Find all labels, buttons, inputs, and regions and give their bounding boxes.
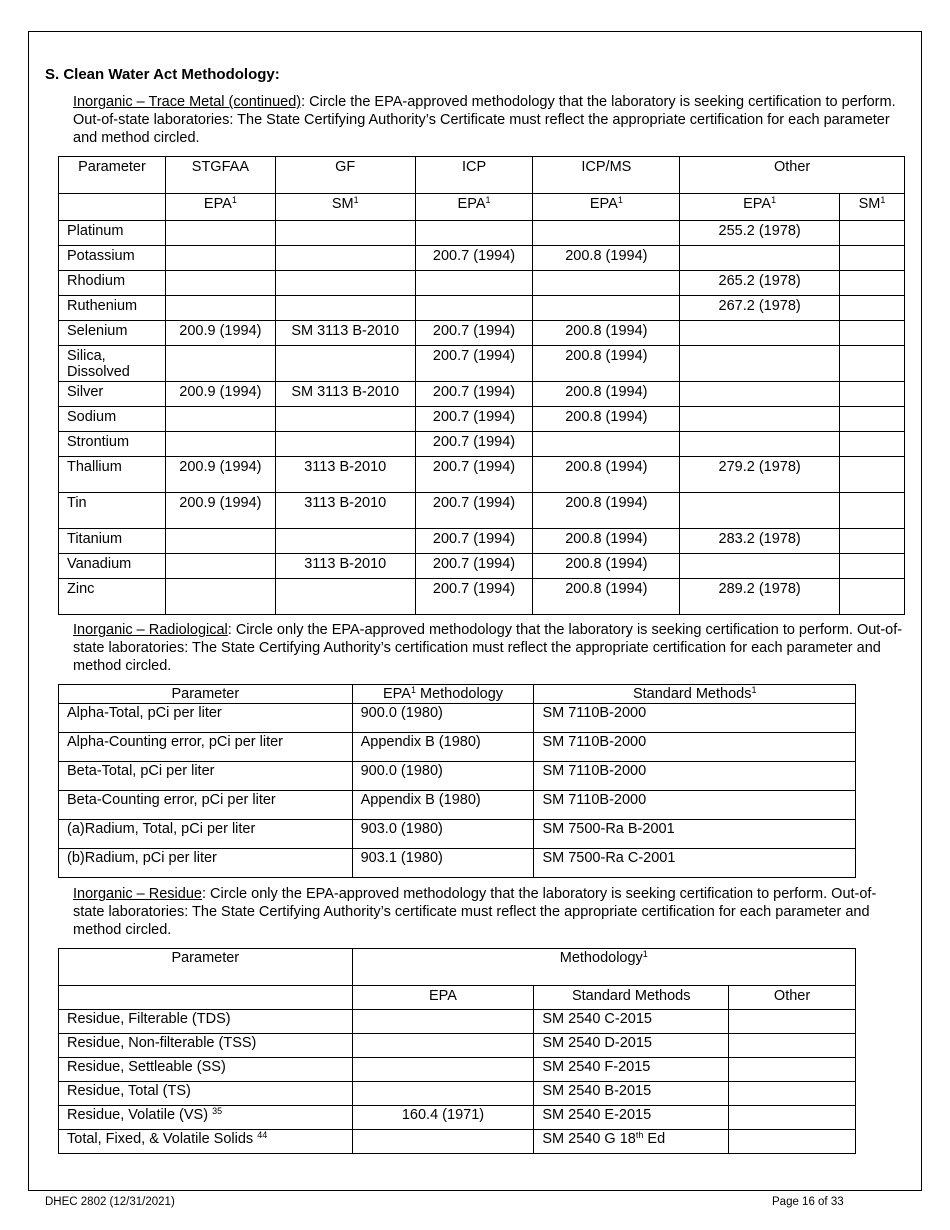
table-row — [59, 733, 856, 762]
method-cell — [275, 346, 415, 382]
method-cell: 200.8 (1994) — [533, 554, 680, 579]
parameter-cell: Alpha-Total, pCi per liter — [59, 704, 353, 733]
method-cell — [840, 346, 905, 382]
residue-intro — [73, 885, 903, 939]
method-cell — [680, 493, 840, 529]
method-cell — [533, 221, 680, 246]
method-cell: 200.8 (1994) — [533, 493, 680, 529]
residue-heading: Inorganic – Residue — [73, 886, 202, 902]
method-cell — [680, 346, 840, 382]
footnote-mark: 1 — [642, 949, 648, 959]
column-header: STGFAA — [165, 157, 275, 194]
footnote-mark: 1 — [353, 195, 359, 205]
other-cell — [729, 1010, 856, 1034]
method-cell — [275, 579, 415, 615]
radiological-intro — [73, 621, 903, 675]
sm-method: SM 2540 E-2015 — [542, 1107, 652, 1123]
parameter-label: Residue, Volatile (VS) — [67, 1107, 213, 1123]
method-cell: 200.7 (1994) — [415, 493, 533, 529]
trace-metal-intro — [73, 93, 903, 147]
section-title: S. Clean Water Act Methodology: — [45, 66, 280, 83]
table-row — [59, 271, 905, 296]
parameter-cell: (a)Radium, Total, pCi per liter — [59, 820, 353, 849]
sm-cell — [534, 1106, 729, 1130]
epa-cell — [352, 1010, 534, 1034]
table-row — [59, 529, 905, 554]
subheader-label: SM — [331, 196, 354, 212]
header-row — [59, 949, 856, 986]
column-header — [352, 685, 534, 704]
table-row — [59, 296, 905, 321]
method-cell: 200.9 (1994) — [165, 493, 275, 529]
footnote-mark: 1 — [880, 195, 886, 205]
method-cell — [680, 554, 840, 579]
table-row — [59, 407, 905, 432]
table-row — [59, 791, 856, 820]
table-row — [59, 1082, 856, 1106]
method-cell — [680, 382, 840, 407]
method-cell — [680, 407, 840, 432]
column-header — [534, 685, 856, 704]
method-cell — [840, 529, 905, 554]
method-cell: 200.8 (1994) — [533, 382, 680, 407]
table-row — [59, 704, 856, 733]
method-cell — [840, 579, 905, 615]
method-cell — [275, 221, 415, 246]
trace-metal-heading: Inorganic – Trace Metal (continued) — [73, 94, 302, 110]
table-row — [59, 1058, 856, 1082]
method-cell — [680, 432, 840, 457]
method-cell — [165, 407, 275, 432]
radiological-table — [58, 684, 856, 878]
subheader-label: EPA — [589, 196, 618, 212]
method-cell: SM 7110B-2000 — [534, 733, 856, 762]
method-cell: 200.7 (1994) — [415, 432, 533, 457]
sm-cell — [534, 1058, 729, 1082]
method-cell — [165, 246, 275, 271]
header-row — [59, 685, 856, 704]
method-cell: SM 3113 B-2010 — [275, 382, 415, 407]
column-header: ICP/MS — [533, 157, 680, 194]
parameter-cell: Potassium — [59, 246, 166, 271]
column-header: Parameter — [59, 157, 166, 194]
method-cell — [840, 221, 905, 246]
method-cell: 200.7 (1994) — [415, 346, 533, 382]
method-cell — [165, 579, 275, 615]
method-cell — [840, 432, 905, 457]
method-cell — [275, 529, 415, 554]
method-cell — [275, 432, 415, 457]
column-subheader — [533, 194, 680, 221]
method-cell — [840, 321, 905, 346]
parameter-cell: Beta-Total, pCi per liter — [59, 762, 353, 791]
method-cell — [165, 271, 275, 296]
method-cell — [165, 221, 275, 246]
method-cell: 200.7 (1994) — [415, 554, 533, 579]
method-cell: SM 7110B-2000 — [534, 791, 856, 820]
sm-method: SM 2540 D-2015 — [542, 1035, 652, 1051]
radiological-heading: Inorganic – Radiological — [73, 622, 228, 638]
method-cell: 200.8 (1994) — [533, 529, 680, 554]
method-cell: 255.2 (1978) — [680, 221, 840, 246]
footnote-mark: 1 — [617, 195, 623, 205]
method-cell: 200.8 (1994) — [533, 346, 680, 382]
method-cell — [533, 271, 680, 296]
method-cell — [680, 321, 840, 346]
method-cell: 3113 B-2010 — [275, 493, 415, 529]
method-cell: 200.7 (1994) — [415, 382, 533, 407]
epa-cell — [352, 1130, 534, 1154]
footnote-mark: 1 — [410, 685, 416, 695]
footnote-mark: 44 — [257, 1130, 268, 1140]
method-cell — [165, 432, 275, 457]
parameter-cell: Platinum — [59, 221, 166, 246]
method-cell — [533, 296, 680, 321]
subheader-label: EPA — [457, 196, 486, 212]
table-row — [59, 382, 905, 407]
footnote-mark: 1 — [231, 195, 237, 205]
radiological-instructions: : Circle only the EPA-approved methodology that the laboratory is seeking certification to perform. Out-of-state laboratories: The State Certifying Authority’s certification must reflect the appropriate certification for each parameter and method circled. — [73, 622, 903, 674]
method-cell — [533, 432, 680, 457]
method-cell: 900.0 (1980) — [352, 762, 534, 791]
method-cell: 200.8 (1994) — [533, 321, 680, 346]
method-cell: 279.2 (1978) — [680, 457, 840, 493]
method-cell: 200.7 (1994) — [415, 579, 533, 615]
parameter-cell: Silica, Dissolved — [59, 346, 166, 382]
parameter-cell: Selenium — [59, 321, 166, 346]
method-cell: 289.2 (1978) — [680, 579, 840, 615]
residue-instructions: : Circle only the EPA-approved methodology that the laboratory is seeking certification to perform. Out-of-state laboratories: The State Certifying Authority’s certificate must reflect the appropriate certification for each parameter and method circled. — [73, 886, 877, 938]
parameter-cell: (b)Radium, pCi per liter — [59, 849, 353, 878]
other-cell — [729, 1058, 856, 1082]
method-cell: 200.8 (1994) — [533, 457, 680, 493]
parameter-cell: Alpha-Counting error, pCi per liter — [59, 733, 353, 762]
parameter-cell: Silver — [59, 382, 166, 407]
parameter-cell — [59, 1106, 353, 1130]
parameter-label: Total, Fixed, & Volatile Solids — [67, 1131, 258, 1147]
method-cell: 200.7 (1994) — [415, 321, 533, 346]
column-header: Other — [680, 157, 905, 194]
parameter-label: Residue, Settleable (SS) — [67, 1059, 226, 1075]
method-cell: 3113 B-2010 — [275, 554, 415, 579]
method-cell: 200.7 (1994) — [415, 457, 533, 493]
parameter-cell — [59, 1034, 353, 1058]
table-row — [59, 1010, 856, 1034]
parameter-label: Residue, Filterable (TDS) — [67, 1011, 231, 1027]
table-row — [59, 762, 856, 791]
column-subheader — [840, 194, 905, 221]
residue-table — [58, 948, 856, 1154]
method-cell: SM 7500-Ra C-2001 — [534, 849, 856, 878]
table-row — [59, 1130, 856, 1154]
method-cell: 200.7 (1994) — [415, 246, 533, 271]
footnote-mark: 1 — [751, 685, 757, 695]
method-cell — [275, 271, 415, 296]
parameter-cell: Strontium — [59, 432, 166, 457]
subheader-row — [59, 194, 905, 221]
parameter-cell: Sodium — [59, 407, 166, 432]
sm-method: SM 2540 G 18 — [542, 1131, 636, 1147]
column-subheader: Other — [729, 986, 856, 1010]
table-row — [59, 554, 905, 579]
parameter-cell: Titanium — [59, 529, 166, 554]
method-cell — [840, 271, 905, 296]
parameter-cell: Vanadium — [59, 554, 166, 579]
epa-label: EPA — [383, 686, 411, 702]
method-cell — [165, 529, 275, 554]
trace-metal-instructions: : Circle the EPA-approved methodology that the laboratory is seeking certification to perform. Out-of-state laboratories: The State Certifying Authority’s Certificate must reflect the appropriate certification for each parameter and method circled. — [73, 94, 896, 146]
sm-label: Standard Methods — [632, 686, 752, 702]
other-cell — [729, 1034, 856, 1058]
method-cell: 200.7 (1994) — [415, 529, 533, 554]
column-subheader — [59, 194, 166, 221]
method-cell: Appendix B (1980) — [352, 791, 534, 820]
method-cell: 200.8 (1994) — [533, 579, 680, 615]
parameter-cell — [59, 1058, 353, 1082]
parameter-cell: Beta-Counting error, pCi per liter — [59, 791, 353, 820]
parameter-cell: Zinc — [59, 579, 166, 615]
method-cell: 200.8 (1994) — [533, 246, 680, 271]
sm-edition: Ed — [643, 1131, 666, 1147]
column-subheader — [275, 194, 415, 221]
table-row — [59, 221, 905, 246]
epa-cell — [352, 1082, 534, 1106]
parameter-cell: Rhodium — [59, 271, 166, 296]
method-cell — [680, 246, 840, 271]
other-cell — [729, 1106, 856, 1130]
sm-cell — [534, 1130, 729, 1154]
trace-metal-table — [58, 156, 905, 615]
table-row — [59, 493, 905, 529]
footnote-mark: 35 — [212, 1106, 223, 1116]
column-subheader — [415, 194, 533, 221]
method-cell — [415, 221, 533, 246]
method-cell — [840, 407, 905, 432]
ordinal-suffix: th — [635, 1130, 644, 1140]
column-subheader — [59, 986, 353, 1010]
method-cell — [275, 407, 415, 432]
other-cell — [729, 1130, 856, 1154]
table-row — [59, 246, 905, 271]
method-cell: 283.2 (1978) — [680, 529, 840, 554]
other-cell — [729, 1082, 856, 1106]
form-id: DHEC 2802 (12/31/2021) — [45, 1196, 175, 1208]
method-cell: SM 7500-Ra B-2001 — [534, 820, 856, 849]
methodology-label: Methodology — [415, 686, 504, 702]
parameter-cell — [59, 1082, 353, 1106]
method-cell — [840, 382, 905, 407]
column-header: Parameter — [59, 949, 353, 986]
table-row — [59, 1034, 856, 1058]
subheader-label: EPA — [203, 196, 232, 212]
method-cell: 903.0 (1980) — [352, 820, 534, 849]
column-subheader: EPA — [352, 986, 534, 1010]
method-cell: 200.9 (1994) — [165, 382, 275, 407]
table-row — [59, 321, 905, 346]
table-row — [59, 432, 905, 457]
method-cell: SM 7110B-2000 — [534, 762, 856, 791]
method-cell: Appendix B (1980) — [352, 733, 534, 762]
method-cell — [840, 296, 905, 321]
column-subheader: Standard Methods — [534, 986, 729, 1010]
method-cell — [840, 246, 905, 271]
epa-cell: 160.4 (1971) — [352, 1106, 534, 1130]
table-row — [59, 457, 905, 493]
method-cell — [165, 554, 275, 579]
parameter-cell: Thallium — [59, 457, 166, 493]
parameter-cell — [59, 1130, 353, 1154]
sm-cell — [534, 1034, 729, 1058]
table-row — [59, 346, 905, 382]
epa-cell — [352, 1034, 534, 1058]
column-header — [352, 949, 855, 986]
method-cell: 267.2 (1978) — [680, 296, 840, 321]
column-subheader — [680, 194, 840, 221]
table-row — [59, 579, 905, 615]
parameter-cell: Ruthenium — [59, 296, 166, 321]
method-cell — [275, 246, 415, 271]
footnote-mark: 1 — [485, 195, 491, 205]
subheader-label: EPA — [743, 196, 772, 212]
method-cell — [165, 346, 275, 382]
parameter-label: Residue, Total (TS) — [67, 1083, 191, 1099]
table-row — [59, 820, 856, 849]
sm-cell — [534, 1082, 729, 1106]
method-cell: 200.8 (1994) — [533, 407, 680, 432]
sm-method: SM 2540 F-2015 — [542, 1059, 651, 1075]
column-header: Parameter — [59, 685, 353, 704]
subheader-label: SM — [858, 196, 881, 212]
method-cell: 900.0 (1980) — [352, 704, 534, 733]
sm-cell — [534, 1010, 729, 1034]
method-cell — [840, 457, 905, 493]
parameter-label: Residue, Non-filterable (TSS) — [67, 1035, 257, 1051]
table-row — [59, 1106, 856, 1130]
sm-method: SM 2540 C-2015 — [542, 1011, 652, 1027]
parameter-cell: Tin — [59, 493, 166, 529]
method-cell — [840, 554, 905, 579]
header-row — [59, 157, 905, 194]
footnote-mark: 1 — [771, 195, 777, 205]
column-header: ICP — [415, 157, 533, 194]
methodology-label: Methodology — [559, 950, 643, 966]
epa-cell — [352, 1058, 534, 1082]
method-cell: 903.1 (1980) — [352, 849, 534, 878]
method-cell: 265.2 (1978) — [680, 271, 840, 296]
method-cell — [415, 271, 533, 296]
sm-method: SM 2540 B-2015 — [542, 1083, 652, 1099]
method-cell: SM 3113 B-2010 — [275, 321, 415, 346]
method-cell: 3113 B-2010 — [275, 457, 415, 493]
method-cell — [275, 296, 415, 321]
parameter-cell — [59, 1010, 353, 1034]
method-cell: 200.7 (1994) — [415, 407, 533, 432]
method-cell — [840, 493, 905, 529]
column-subheader — [165, 194, 275, 221]
method-cell — [165, 296, 275, 321]
method-cell: SM 7110B-2000 — [534, 704, 856, 733]
page-number: Page 16 of 33 — [772, 1196, 844, 1208]
method-cell: 200.9 (1994) — [165, 457, 275, 493]
table-row — [59, 849, 856, 878]
method-cell — [415, 296, 533, 321]
method-cell: 200.9 (1994) — [165, 321, 275, 346]
column-header: GF — [275, 157, 415, 194]
subheader-row — [59, 986, 856, 1010]
